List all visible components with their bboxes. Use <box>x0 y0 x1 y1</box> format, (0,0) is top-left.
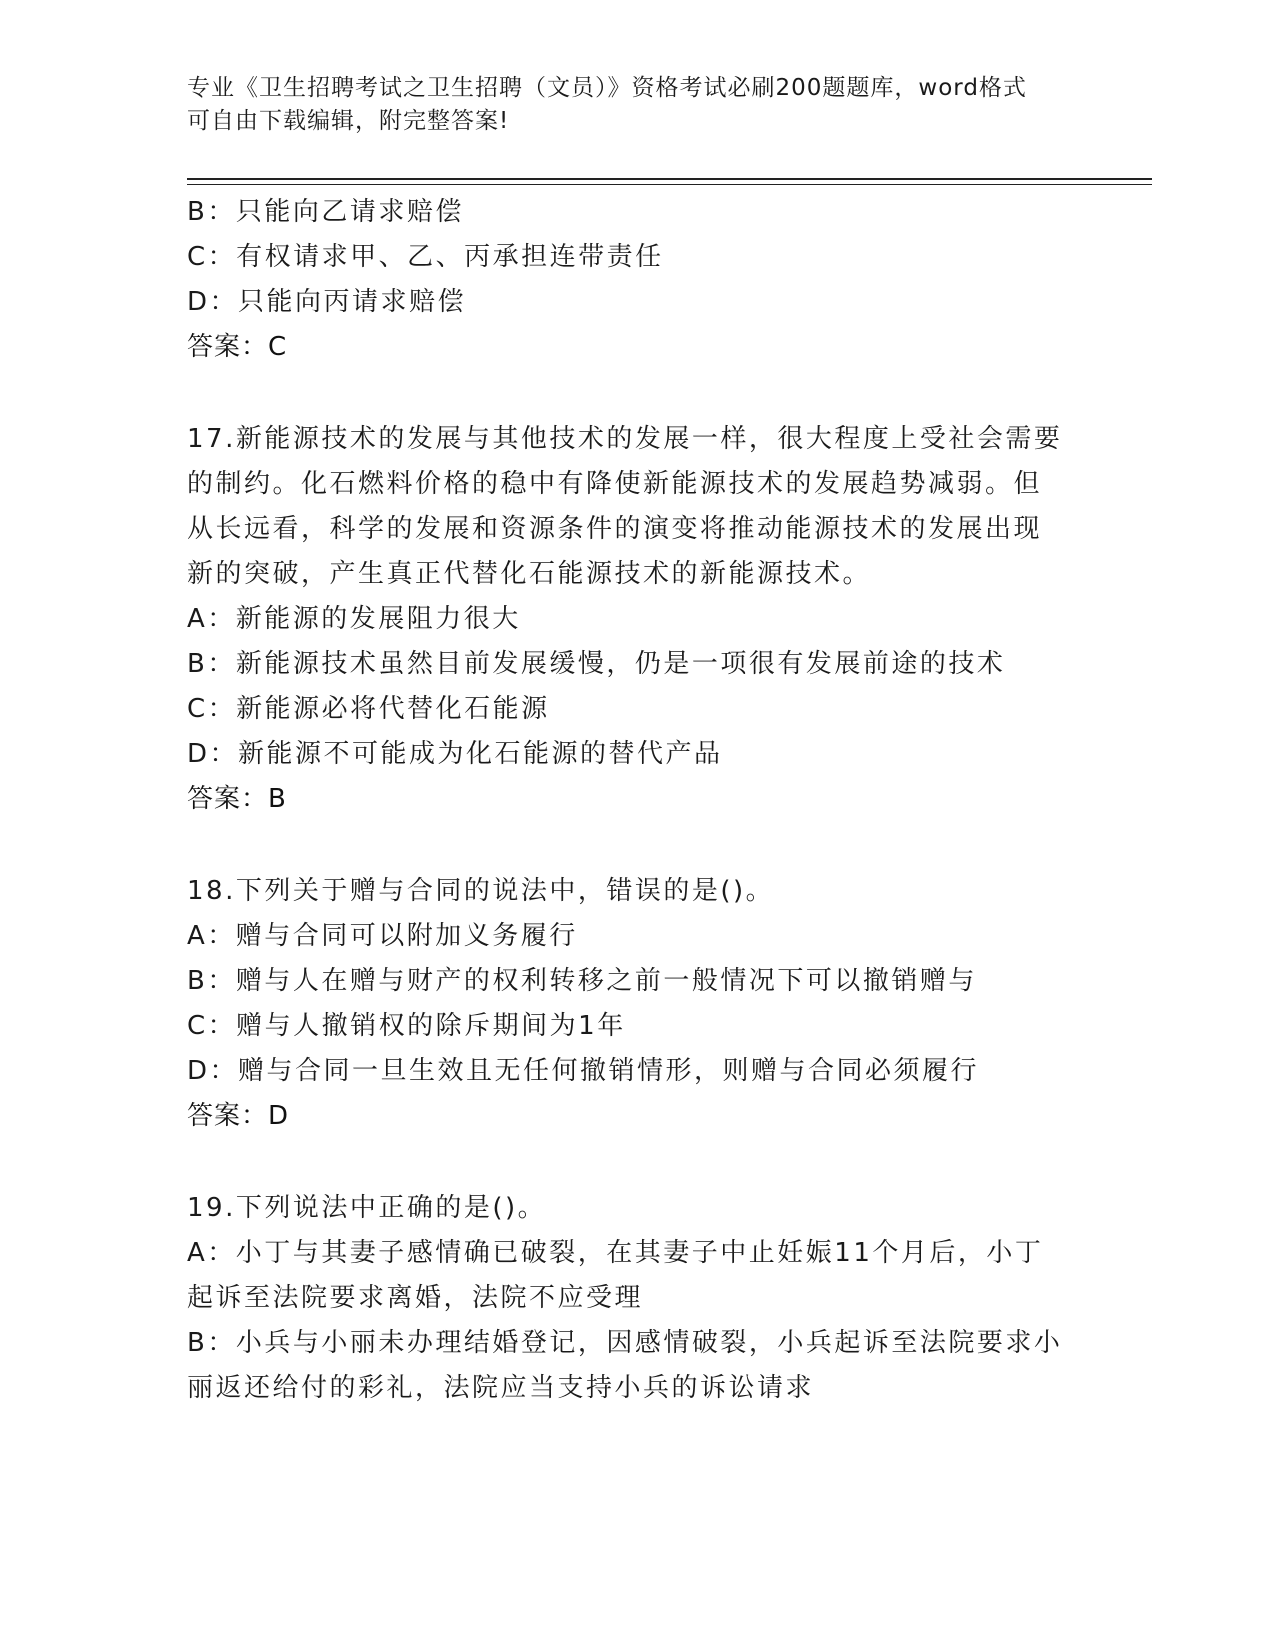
question-19 <box>187 1186 1087 1411</box>
option-b: B：只能向乙请求赔偿 <box>187 197 464 227</box>
header-title-line-2: 可自由下载编辑，附完整答案! <box>187 108 510 134</box>
option-d: D：新能源不可能成为化石能源的替代产品 <box>187 739 723 769</box>
option-c: C：有权请求甲、乙、丙承担连带责任 <box>187 242 664 272</box>
answer-label: 答案：D <box>187 1101 290 1131</box>
question-stem-line: 新的突破，产生真正代替化石能源技术的新能源技术。 <box>187 559 872 589</box>
option-d: D：只能向丙请求赔偿 <box>187 287 467 317</box>
question-18 <box>187 869 1087 1139</box>
question-17 <box>187 417 1087 822</box>
question-stem-line: 的制约。化石燃料价格的稳中有降使新能源技术的发展趋势减弱。但 <box>187 469 1043 499</box>
question-stem-line: 19.下列说法中正确的是()。 <box>187 1193 547 1223</box>
question-list <box>187 190 1087 1411</box>
option-a: A：赠与合同可以附加义务履行 <box>187 921 578 951</box>
header-rule-thick <box>187 178 1152 180</box>
question-stem-line: 从长远看，科学的发展和资源条件的演变将推动能源技术的发展出现 <box>187 514 1043 544</box>
header-rule-thin <box>187 184 1152 185</box>
answer-label: 答案：C <box>187 332 288 362</box>
option-d: D：赠与合同一旦生效且无任何撤销情形，则赠与合同必须履行 <box>187 1056 980 1086</box>
answer-label: 答案：B <box>187 784 287 814</box>
document-header <box>187 72 1087 138</box>
option-b-continued: 丽返还给付的彩礼，法院应当支持小兵的诉讼请求 <box>187 1373 815 1403</box>
option-a-continued: 起诉至法院要求离婚，法院不应受理 <box>187 1283 644 1313</box>
option-b: B：赠与人在赠与财产的权利转移之前一般情况下可以撤销赠与 <box>187 966 977 996</box>
question-stem-line: 17.新能源技术的发展与其他技术的发展一样，很大程度上受社会需要 <box>187 424 1063 454</box>
header-title-line-1: 专业《卫生招聘考试之卫生招聘（文员）》资格考试必刷200题题库，word格式 <box>187 75 1027 101</box>
option-b: B：新能源技术虽然目前发展缓慢，仍是一项很有发展前途的技术 <box>187 649 1006 679</box>
option-c: C：新能源必将代替化石能源 <box>187 694 550 724</box>
question-16-tail <box>187 190 1087 370</box>
question-spacer <box>187 822 1087 869</box>
question-stem-line: 18.下列关于赠与合同的说法中，错误的是()。 <box>187 876 775 906</box>
option-b: B：小兵与小丽未办理结婚登记，因感情破裂，小兵起诉至法院要求小 <box>187 1328 1063 1358</box>
option-a: A：小丁与其妻子感情确已破裂，在其妻子中止妊娠11个月后，小丁 <box>187 1238 1044 1268</box>
question-spacer <box>187 1139 1087 1186</box>
option-c: C：赠与人撤销权的除斥期间为1年 <box>187 1011 626 1041</box>
option-a: A：新能源的发展阻力很大 <box>187 604 521 634</box>
question-spacer <box>187 370 1087 417</box>
